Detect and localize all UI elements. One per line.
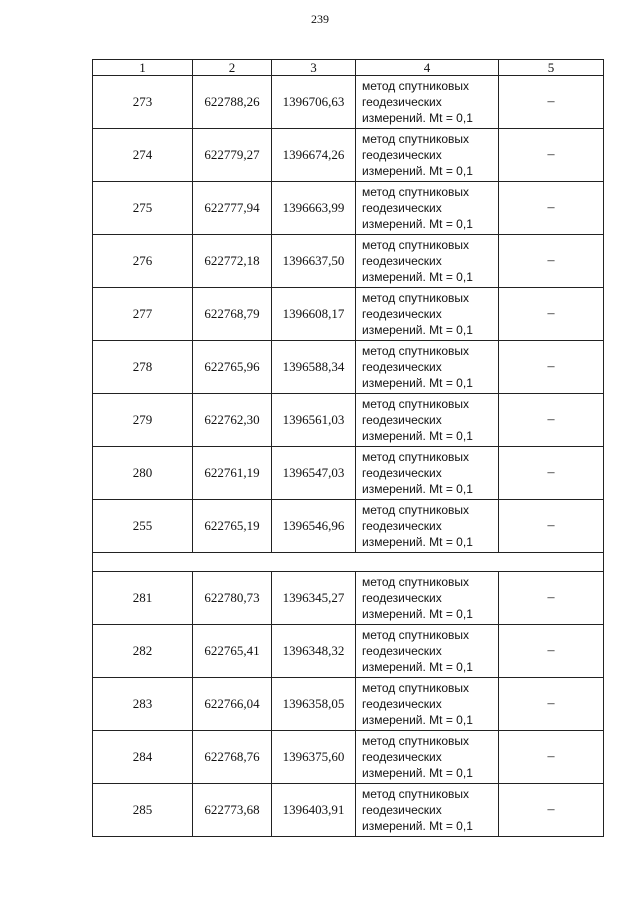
note-cell: – xyxy=(499,341,604,394)
y-coordinate-cell: 1396674,26 xyxy=(272,129,356,182)
y-coordinate-cell: 1396403,91 xyxy=(272,784,356,837)
method-line: измерений. Mt = 0,1 xyxy=(362,607,473,621)
x-coordinate-cell: 622761,19 xyxy=(193,447,272,500)
method-line: метод спутниковых xyxy=(362,238,470,252)
method-line: геодезических xyxy=(362,201,442,215)
table-row xyxy=(93,447,604,500)
method-line: измерений. Mt = 0,1 xyxy=(362,111,473,125)
method-line: метод спутниковых xyxy=(362,734,470,748)
note-cell: – xyxy=(499,235,604,288)
method-line: метод спутниковых xyxy=(362,450,470,464)
y-coordinate-cell: 1396663,99 xyxy=(272,182,356,235)
coordinates-table xyxy=(92,59,604,837)
y-coordinate-cell: 1396345,27 xyxy=(272,572,356,625)
point-number-cell: 255 xyxy=(93,500,193,553)
method-cell xyxy=(356,182,499,235)
method-line: измерений. Mt = 0,1 xyxy=(362,535,473,549)
method-line: измерений. Mt = 0,1 xyxy=(362,164,473,178)
header-col-4: 4 xyxy=(356,60,499,76)
method-line: геодезических xyxy=(362,307,442,321)
method-cell xyxy=(356,500,499,553)
method-cell xyxy=(356,678,499,731)
method-cell xyxy=(356,625,499,678)
x-coordinate-cell: 622779,27 xyxy=(193,129,272,182)
note-cell: – xyxy=(499,394,604,447)
method-line: измерений. Mt = 0,1 xyxy=(362,429,473,443)
method-line: измерений. Mt = 0,1 xyxy=(362,713,473,727)
method-line: геодезических xyxy=(362,148,442,162)
method-line: геодезических xyxy=(362,803,442,817)
y-coordinate-cell: 1396546,96 xyxy=(272,500,356,553)
method-line: измерений. Mt = 0,1 xyxy=(362,323,473,337)
point-number-cell: 277 xyxy=(93,288,193,341)
point-number-cell: 274 xyxy=(93,129,193,182)
note-cell: – xyxy=(499,129,604,182)
table-row xyxy=(93,572,604,625)
point-number-cell: 282 xyxy=(93,625,193,678)
point-number-cell: 273 xyxy=(93,76,193,129)
x-coordinate-cell: 622780,73 xyxy=(193,572,272,625)
page-number: 239 xyxy=(311,12,329,26)
table-row xyxy=(93,500,604,553)
method-line: измерений. Mt = 0,1 xyxy=(362,270,473,284)
method-line: геодезических xyxy=(362,95,442,109)
table-row xyxy=(93,182,604,235)
method-line: геодезических xyxy=(362,254,442,268)
x-coordinate-cell: 622777,94 xyxy=(193,182,272,235)
y-coordinate-cell: 1396706,63 xyxy=(272,76,356,129)
table-body xyxy=(93,76,604,837)
note-cell: – xyxy=(499,572,604,625)
table-row xyxy=(93,678,604,731)
method-cell xyxy=(356,288,499,341)
table-row xyxy=(93,394,604,447)
method-line: геодезических xyxy=(362,519,442,533)
method-cell xyxy=(356,341,499,394)
method-line: геодезических xyxy=(362,466,442,480)
point-number-cell: 284 xyxy=(93,731,193,784)
table-row xyxy=(93,76,604,129)
y-coordinate-cell: 1396348,32 xyxy=(272,625,356,678)
note-cell: – xyxy=(499,76,604,129)
y-coordinate-cell: 1396608,17 xyxy=(272,288,356,341)
table-row xyxy=(93,288,604,341)
note-cell: – xyxy=(499,500,604,553)
y-coordinate-cell: 1396637,50 xyxy=(272,235,356,288)
note-cell: – xyxy=(499,625,604,678)
method-cell xyxy=(356,447,499,500)
point-number-cell: 278 xyxy=(93,341,193,394)
y-coordinate-cell: 1396375,60 xyxy=(272,731,356,784)
method-line: метод спутниковых xyxy=(362,291,470,305)
note-cell: – xyxy=(499,182,604,235)
method-line: метод спутниковых xyxy=(362,628,470,642)
method-line: метод спутниковых xyxy=(362,575,470,589)
point-number-cell: 280 xyxy=(93,447,193,500)
header-col-5: 5 xyxy=(499,60,604,76)
method-line: метод спутниковых xyxy=(362,79,470,93)
method-line: метод спутниковых xyxy=(362,787,470,801)
note-cell: – xyxy=(499,288,604,341)
point-number-cell: 275 xyxy=(93,182,193,235)
note-cell: – xyxy=(499,731,604,784)
note-cell: – xyxy=(499,678,604,731)
point-number-cell: 279 xyxy=(93,394,193,447)
table-row xyxy=(93,625,604,678)
table-row xyxy=(93,341,604,394)
y-coordinate-cell: 1396561,03 xyxy=(272,394,356,447)
method-line: измерений. Mt = 0,1 xyxy=(362,660,473,674)
method-line: измерений. Mt = 0,1 xyxy=(362,376,473,390)
method-line: геодезических xyxy=(362,591,442,605)
x-coordinate-cell: 622773,68 xyxy=(193,784,272,837)
table-header-row xyxy=(93,60,604,76)
method-line: измерений. Mt = 0,1 xyxy=(362,766,473,780)
method-cell xyxy=(356,784,499,837)
y-coordinate-cell: 1396588,34 xyxy=(272,341,356,394)
x-coordinate-cell: 622766,04 xyxy=(193,678,272,731)
method-line: измерений. Mt = 0,1 xyxy=(362,482,473,496)
method-line: измерений. Mt = 0,1 xyxy=(362,819,473,833)
x-coordinate-cell: 622768,76 xyxy=(193,731,272,784)
x-coordinate-cell: 622765,19 xyxy=(193,500,272,553)
table-row xyxy=(93,129,604,182)
method-cell xyxy=(356,731,499,784)
method-line: геодезических xyxy=(362,750,442,764)
method-cell xyxy=(356,235,499,288)
header-col-2: 2 xyxy=(193,60,272,76)
method-cell xyxy=(356,129,499,182)
point-number-cell: 276 xyxy=(93,235,193,288)
method-line: метод спутниковых xyxy=(362,344,470,358)
method-cell xyxy=(356,394,499,447)
point-number-cell: 285 xyxy=(93,784,193,837)
y-coordinate-cell: 1396358,05 xyxy=(272,678,356,731)
method-line: метод спутниковых xyxy=(362,185,470,199)
y-coordinate-cell: 1396547,03 xyxy=(272,447,356,500)
x-coordinate-cell: 622765,96 xyxy=(193,341,272,394)
method-line: геодезических xyxy=(362,360,442,374)
method-line: геодезических xyxy=(362,413,442,427)
table-row xyxy=(93,784,604,837)
method-cell xyxy=(356,76,499,129)
group-separator-row xyxy=(93,553,604,572)
method-line: метод спутниковых xyxy=(362,132,470,146)
point-number-cell: 283 xyxy=(93,678,193,731)
method-line: метод спутниковых xyxy=(362,397,470,411)
method-line: измерений. Mt = 0,1 xyxy=(362,217,473,231)
note-cell: – xyxy=(499,447,604,500)
x-coordinate-cell: 622772,18 xyxy=(193,235,272,288)
point-number-cell: 281 xyxy=(93,572,193,625)
x-coordinate-cell: 622765,41 xyxy=(193,625,272,678)
x-coordinate-cell: 622762,30 xyxy=(193,394,272,447)
table-row xyxy=(93,235,604,288)
group-separator-cell xyxy=(93,553,604,572)
table-row xyxy=(93,731,604,784)
header-col-1: 1 xyxy=(93,60,193,76)
method-line: метод спутниковых xyxy=(362,503,470,517)
method-line: геодезических xyxy=(362,697,442,711)
method-line: метод спутниковых xyxy=(362,681,470,695)
x-coordinate-cell: 622768,79 xyxy=(193,288,272,341)
x-coordinate-cell: 622788,26 xyxy=(193,76,272,129)
header-col-3: 3 xyxy=(272,60,356,76)
method-cell xyxy=(356,572,499,625)
method-line: геодезических xyxy=(362,644,442,658)
note-cell: – xyxy=(499,784,604,837)
